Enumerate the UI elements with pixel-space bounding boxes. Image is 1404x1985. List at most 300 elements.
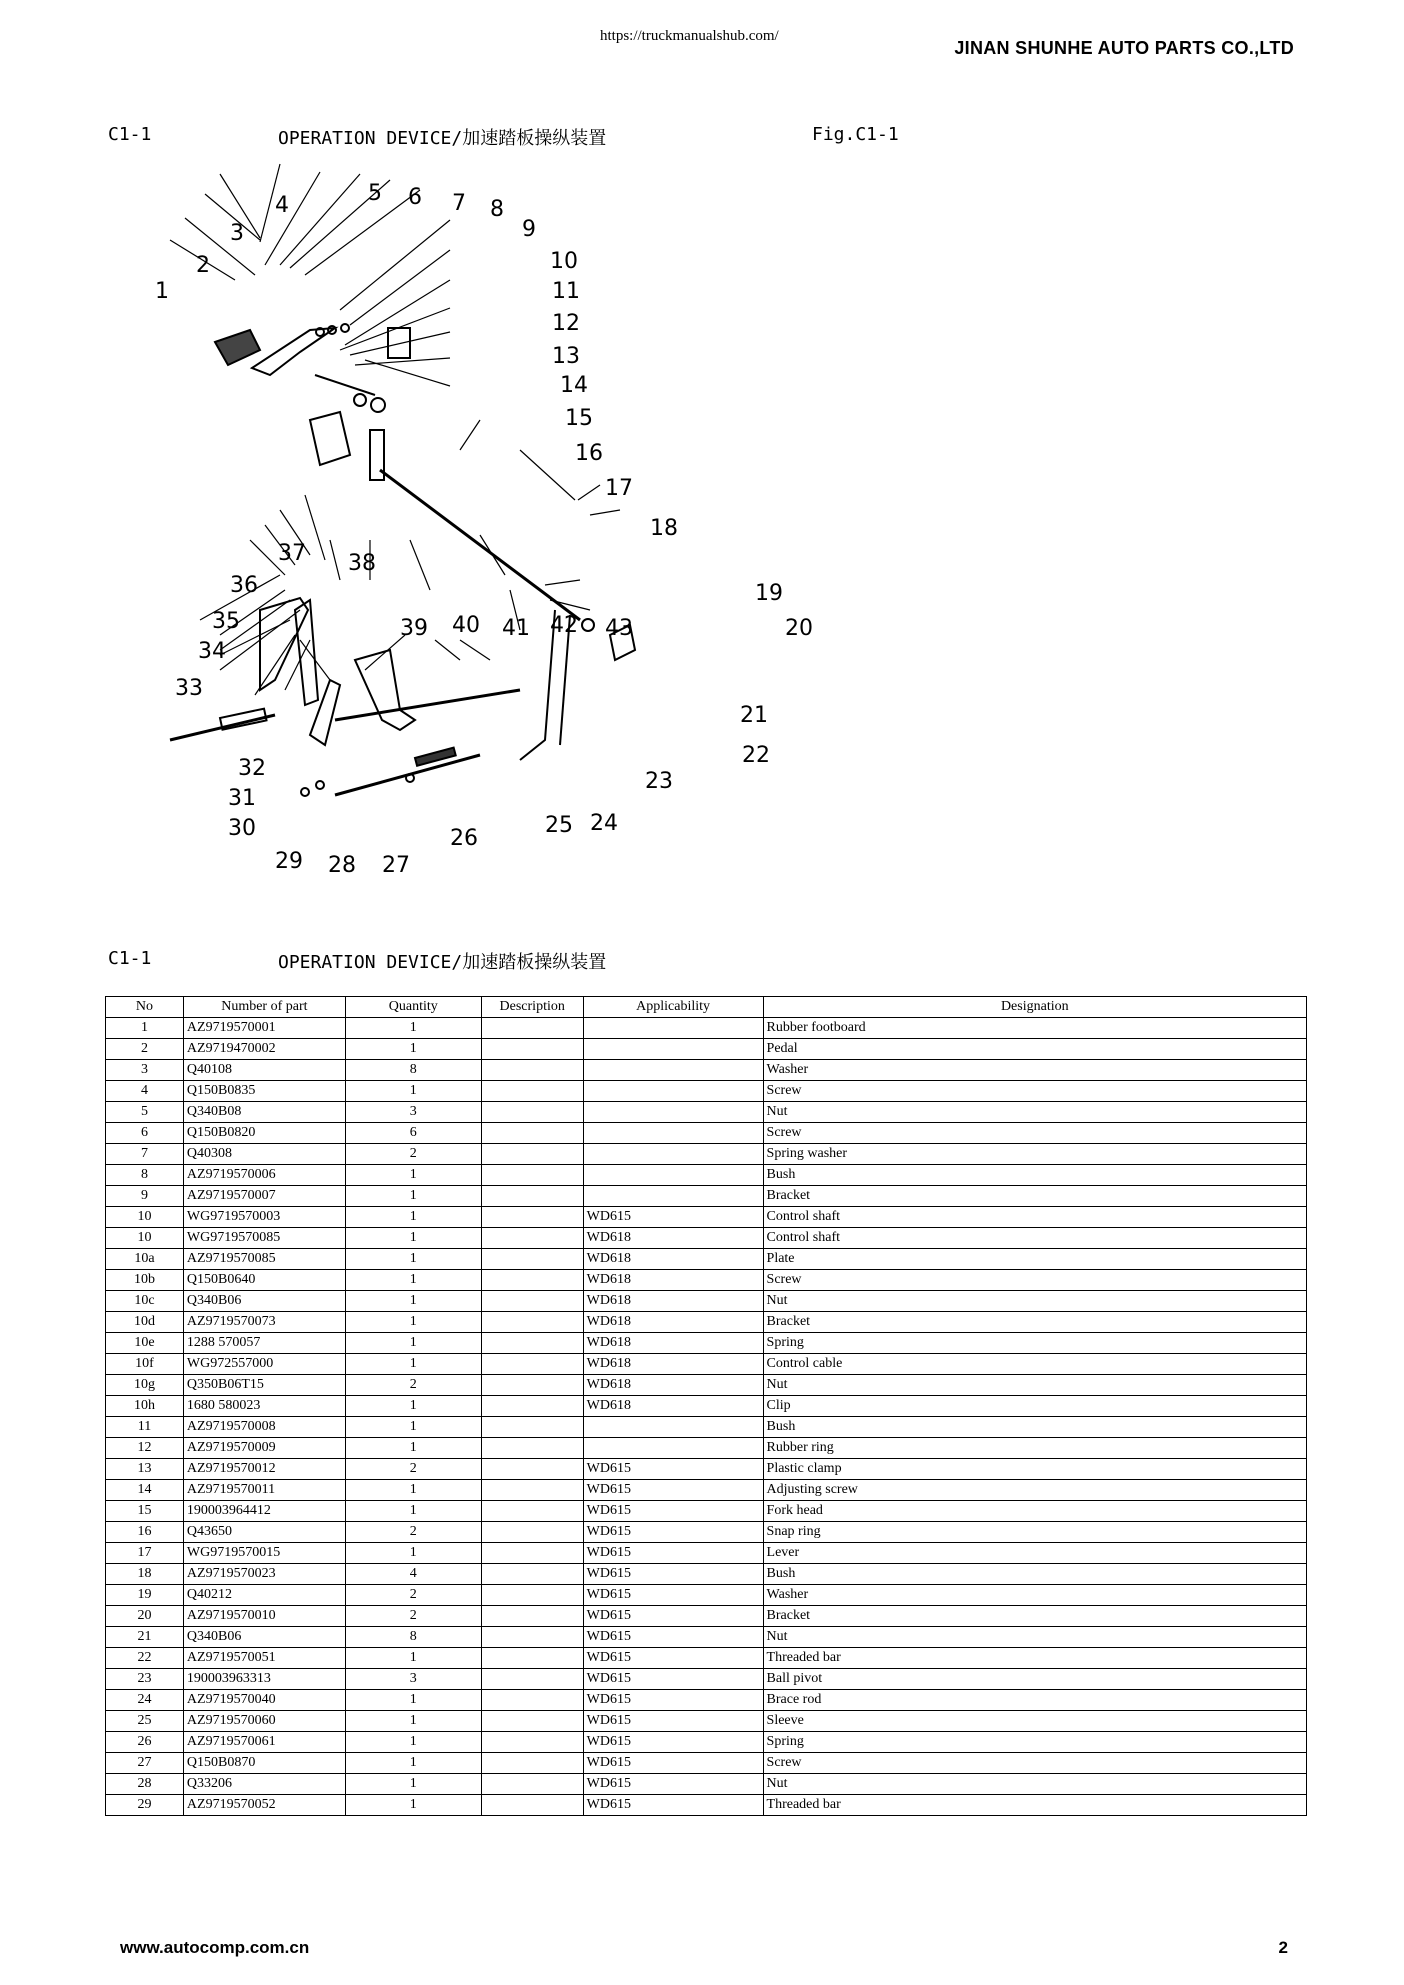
cell-designation: Threaded bar: [763, 1795, 1306, 1816]
cell-description: [481, 1564, 583, 1585]
cell-designation: Nut: [763, 1774, 1306, 1795]
cell-quantity: 1: [345, 1228, 481, 1249]
cell-applicability: WD615: [583, 1585, 763, 1606]
cell-quantity: 1: [345, 1732, 481, 1753]
cell-part-number: Q33206: [183, 1774, 345, 1795]
header-description: Description: [481, 997, 583, 1018]
cell-no: 10h: [106, 1396, 184, 1417]
cell-quantity: 1: [345, 1774, 481, 1795]
callout-14: 14: [560, 373, 588, 398]
cell-part-number: Q350B06T15: [183, 1375, 345, 1396]
cell-no: 18: [106, 1564, 184, 1585]
callout-35: 35: [212, 609, 240, 634]
cell-part-number: WG9719570003: [183, 1207, 345, 1228]
cell-applicability: WD618: [583, 1354, 763, 1375]
section-code: C1-1: [108, 948, 152, 969]
footer-website: www.autocomp.com.cn: [120, 1938, 310, 1957]
callout-19: 19: [755, 581, 783, 606]
cell-no: 10c: [106, 1291, 184, 1312]
callout-21: 21: [740, 703, 768, 728]
cell-description: [481, 1480, 583, 1501]
table-row: [106, 1333, 1307, 1354]
cell-no: 26: [106, 1732, 184, 1753]
company-name: JINAN SHUNHE AUTO PARTS CO.,LTD: [954, 38, 1294, 58]
callout-2: 2: [196, 253, 210, 278]
callout-34: 34: [198, 639, 226, 664]
exploded-parts-diagram: [155, 180, 840, 900]
cell-no: 7: [106, 1144, 184, 1165]
cell-part-number: Q150B0870: [183, 1753, 345, 1774]
table-row: [106, 1711, 1307, 1732]
cell-no: 6: [106, 1123, 184, 1144]
cell-applicability: WD615: [583, 1501, 763, 1522]
cell-quantity: 2: [345, 1144, 481, 1165]
table-row: [106, 1228, 1307, 1249]
cell-description: [481, 1627, 583, 1648]
cell-applicability: [583, 1039, 763, 1060]
page-number: 2: [1278, 1938, 1288, 1957]
cell-part-number: WG9719570015: [183, 1543, 345, 1564]
cell-quantity: 2: [345, 1375, 481, 1396]
cell-part-number: AZ9719570085: [183, 1249, 345, 1270]
diagram-callout-labels: [155, 181, 813, 878]
cell-quantity: 2: [345, 1585, 481, 1606]
table-row: [106, 1165, 1307, 1186]
cell-applicability: WD618: [583, 1333, 763, 1354]
bush-18-part: [582, 619, 594, 631]
cell-description: [481, 1795, 583, 1816]
table-row: [106, 1522, 1307, 1543]
cell-description: [481, 1312, 583, 1333]
table-row: [106, 1543, 1307, 1564]
table-header-row: [106, 997, 1307, 1018]
cell-applicability: WD615: [583, 1564, 763, 1585]
table-row: [106, 1417, 1307, 1438]
cell-no: 15: [106, 1501, 184, 1522]
cell-description: [481, 1081, 583, 1102]
cell-part-number: Q150B0820: [183, 1123, 345, 1144]
cell-quantity: 4: [345, 1564, 481, 1585]
cell-part-number: AZ9719570011: [183, 1480, 345, 1501]
callout-15: 15: [565, 406, 593, 431]
plate-part: [310, 412, 350, 465]
callout-36: 36: [230, 573, 258, 598]
cell-description: [481, 1606, 583, 1627]
table-row: [106, 1564, 1307, 1585]
cell-no: 20: [106, 1606, 184, 1627]
cell-designation: Spring washer: [763, 1144, 1306, 1165]
cell-no: 13: [106, 1459, 184, 1480]
table-row: [106, 1501, 1307, 1522]
callout-32: 32: [238, 756, 266, 781]
bracket-38-part: [295, 600, 318, 705]
control-shaft-part: [315, 375, 375, 395]
parts-table-body: [106, 1018, 1307, 1816]
cell-no: 25: [106, 1711, 184, 1732]
cell-quantity: 1: [345, 1795, 481, 1816]
cell-part-number: AZ9719570040: [183, 1690, 345, 1711]
cell-part-number: Q43650: [183, 1522, 345, 1543]
cell-no: 8: [106, 1165, 184, 1186]
cell-designation: Plate: [763, 1249, 1306, 1270]
cell-designation: Rubber footboard: [763, 1018, 1306, 1039]
cell-applicability: WD615: [583, 1648, 763, 1669]
header-applicability: Applicability: [583, 997, 763, 1018]
cell-applicability: WD615: [583, 1711, 763, 1732]
cell-part-number: WG9719570085: [183, 1228, 345, 1249]
cell-quantity: 1: [345, 1207, 481, 1228]
cell-quantity: 1: [345, 1396, 481, 1417]
callout-6: 6: [408, 185, 422, 210]
cell-part-number: AZ9719570012: [183, 1459, 345, 1480]
cell-description: [481, 1459, 583, 1480]
callout-9: 9: [522, 217, 536, 242]
cell-part-number: Q340B06: [183, 1627, 345, 1648]
cell-quantity: 1: [345, 1186, 481, 1207]
table-row: [106, 1291, 1307, 1312]
cell-designation: Threaded bar: [763, 1648, 1306, 1669]
cell-designation: Sleeve: [763, 1711, 1306, 1732]
cell-part-number: Q40212: [183, 1585, 345, 1606]
cell-designation: Nut: [763, 1291, 1306, 1312]
nut-28-part: [316, 781, 324, 789]
callout-8: 8: [490, 197, 504, 222]
table-row: [106, 1207, 1307, 1228]
callout-25: 25: [545, 813, 573, 838]
cell-description: [481, 1690, 583, 1711]
cell-part-number: Q150B0640: [183, 1270, 345, 1291]
table-row: [106, 1669, 1307, 1690]
cell-part-number: 190003964412: [183, 1501, 345, 1522]
cell-part-number: AZ9719570051: [183, 1648, 345, 1669]
threaded-bar-22-part: [335, 690, 520, 720]
cell-applicability: WD615: [583, 1207, 763, 1228]
table-row: [106, 1753, 1307, 1774]
cell-description: [481, 1732, 583, 1753]
cell-designation: Bush: [763, 1165, 1306, 1186]
cell-part-number: 1288 570057: [183, 1333, 345, 1354]
cell-description: [481, 1417, 583, 1438]
cell-part-number: AZ9719570006: [183, 1165, 345, 1186]
cell-applicability: WD618: [583, 1291, 763, 1312]
cell-applicability: [583, 1438, 763, 1459]
cell-designation: Screw: [763, 1753, 1306, 1774]
callout-17: 17: [605, 476, 633, 501]
parts-table: [105, 996, 1307, 1816]
cell-no: 10d: [106, 1312, 184, 1333]
cell-applicability: [583, 1123, 763, 1144]
cell-applicability: WD618: [583, 1270, 763, 1291]
cell-designation: Washer: [763, 1585, 1306, 1606]
cell-applicability: WD615: [583, 1480, 763, 1501]
cell-designation: Rubber ring: [763, 1438, 1306, 1459]
table-row: [106, 1354, 1307, 1375]
cell-designation: Adjusting screw: [763, 1480, 1306, 1501]
cell-designation: Bracket: [763, 1606, 1306, 1627]
cell-quantity: 1: [345, 1333, 481, 1354]
cell-description: [481, 1207, 583, 1228]
cell-description: [481, 1669, 583, 1690]
cell-applicability: WD615: [583, 1732, 763, 1753]
cell-description: [481, 1102, 583, 1123]
table-row: [106, 1774, 1307, 1795]
cell-no: 27: [106, 1753, 184, 1774]
cell-part-number: AZ9719570023: [183, 1564, 345, 1585]
callout-16: 16: [575, 441, 603, 466]
section-code: C1-1: [108, 124, 152, 145]
callout-30: 30: [228, 816, 256, 841]
table-row: [106, 1312, 1307, 1333]
cell-no: 5: [106, 1102, 184, 1123]
cell-description: [481, 1270, 583, 1291]
cell-quantity: 1: [345, 1354, 481, 1375]
header-url: https://truckmanualshub.com/: [600, 28, 779, 44]
cell-description: [481, 1018, 583, 1039]
callout-43: 43: [605, 616, 633, 641]
cell-quantity: 1: [345, 1165, 481, 1186]
cell-part-number: AZ9719570073: [183, 1312, 345, 1333]
cell-applicability: WD615: [583, 1753, 763, 1774]
cell-part-number: AZ9719470002: [183, 1039, 345, 1060]
cell-applicability: [583, 1060, 763, 1081]
cell-part-number: Q40108: [183, 1060, 345, 1081]
cell-part-number: AZ9719570061: [183, 1732, 345, 1753]
table-row: [106, 1018, 1307, 1039]
cell-no: 10g: [106, 1375, 184, 1396]
cell-quantity: 2: [345, 1459, 481, 1480]
cell-description: [481, 1228, 583, 1249]
cell-applicability: WD615: [583, 1774, 763, 1795]
cell-part-number: WG972557000: [183, 1354, 345, 1375]
callout-37: 37: [278, 541, 306, 566]
cell-designation: Bracket: [763, 1186, 1306, 1207]
cell-designation: Control cable: [763, 1354, 1306, 1375]
cell-quantity: 1: [345, 1480, 481, 1501]
cell-no: 21: [106, 1627, 184, 1648]
cell-description: [481, 1039, 583, 1060]
cell-description: [481, 1753, 583, 1774]
callout-10: 10: [550, 249, 578, 274]
cell-designation: Plastic clamp: [763, 1459, 1306, 1480]
cell-part-number: Q340B08: [183, 1102, 345, 1123]
cell-designation: Screw: [763, 1081, 1306, 1102]
callout-7: 7: [452, 191, 466, 216]
cell-description: [481, 1396, 583, 1417]
cell-quantity: 2: [345, 1606, 481, 1627]
cell-no: 23: [106, 1669, 184, 1690]
header-part-number: Number of part: [183, 997, 345, 1018]
cell-designation: Screw: [763, 1270, 1306, 1291]
rubber-ring-part: [371, 398, 385, 412]
callout-12: 12: [552, 311, 580, 336]
cell-quantity: 1: [345, 1039, 481, 1060]
cell-no: 19: [106, 1585, 184, 1606]
cell-description: [481, 1522, 583, 1543]
cell-designation: Clip: [763, 1396, 1306, 1417]
callout-31: 31: [228, 786, 256, 811]
table-row: [106, 1144, 1307, 1165]
cell-applicability: WD618: [583, 1228, 763, 1249]
cell-description: [481, 1144, 583, 1165]
cell-quantity: 1: [345, 1438, 481, 1459]
cell-quantity: 8: [345, 1060, 481, 1081]
cell-description: [481, 1774, 583, 1795]
table-row: [106, 1795, 1307, 1816]
cell-description: [481, 1249, 583, 1270]
callout-42: 42: [550, 613, 578, 638]
table-row: [106, 1648, 1307, 1669]
cell-designation: Bracket: [763, 1312, 1306, 1333]
cell-part-number: 1680 580023: [183, 1396, 345, 1417]
cell-quantity: 1: [345, 1501, 481, 1522]
cell-designation: Washer: [763, 1060, 1306, 1081]
callout-28: 28: [328, 853, 356, 878]
cell-applicability: WD618: [583, 1396, 763, 1417]
callout-11: 11: [552, 279, 580, 304]
callout-1: 1: [155, 279, 169, 304]
cell-designation: Control shaft: [763, 1228, 1306, 1249]
table-row: [106, 1396, 1307, 1417]
cell-quantity: 1: [345, 1753, 481, 1774]
cell-description: [481, 1186, 583, 1207]
cell-designation: Snap ring: [763, 1522, 1306, 1543]
callout-38: 38: [348, 551, 376, 576]
callout-5: 5: [368, 181, 382, 206]
bracket-40-part: [355, 650, 415, 730]
cell-description: [481, 1501, 583, 1522]
cell-applicability: WD618: [583, 1375, 763, 1396]
cell-applicability: WD618: [583, 1312, 763, 1333]
cell-applicability: WD615: [583, 1459, 763, 1480]
callout-4: 4: [275, 193, 289, 218]
cell-quantity: 1: [345, 1081, 481, 1102]
cell-part-number: AZ9719570010: [183, 1606, 345, 1627]
table-row: [106, 1039, 1307, 1060]
cell-description: [481, 1333, 583, 1354]
cell-description: [481, 1543, 583, 1564]
table-row: [106, 1375, 1307, 1396]
cell-no: 4: [106, 1081, 184, 1102]
cell-quantity: 1: [345, 1249, 481, 1270]
cell-applicability: [583, 1417, 763, 1438]
footboard-part: [215, 330, 260, 365]
table-row: [106, 1060, 1307, 1081]
cell-no: 10f: [106, 1354, 184, 1375]
cell-description: [481, 1375, 583, 1396]
callout-24: 24: [590, 811, 618, 836]
cell-part-number: Q150B0835: [183, 1081, 345, 1102]
cell-designation: Brace rod: [763, 1690, 1306, 1711]
callout-40: 40: [452, 613, 480, 638]
cell-quantity: 3: [345, 1669, 481, 1690]
cell-designation: Bush: [763, 1564, 1306, 1585]
cell-no: 17: [106, 1543, 184, 1564]
cell-designation: Spring: [763, 1732, 1306, 1753]
cell-designation: Nut: [763, 1102, 1306, 1123]
cell-no: 14: [106, 1480, 184, 1501]
table-row: [106, 1459, 1307, 1480]
cell-description: [481, 1585, 583, 1606]
cell-no: 16: [106, 1522, 184, 1543]
callout-29: 29: [275, 849, 303, 874]
callout-41: 41: [502, 616, 530, 641]
lever-part: [380, 470, 580, 620]
cell-applicability: WD615: [583, 1669, 763, 1690]
cell-quantity: 6: [345, 1123, 481, 1144]
cell-part-number: AZ9719570007: [183, 1186, 345, 1207]
callout-39: 39: [400, 616, 428, 641]
cell-designation: Bush: [763, 1417, 1306, 1438]
figure-label: Fig.C1-1: [812, 124, 899, 145]
cell-applicability: WD615: [583, 1795, 763, 1816]
cell-applicability: [583, 1165, 763, 1186]
header-designation: Designation: [763, 997, 1306, 1018]
cell-quantity: 1: [345, 1711, 481, 1732]
bracket-part: [388, 328, 410, 358]
table-row: [106, 1480, 1307, 1501]
cell-applicability: WD615: [583, 1690, 763, 1711]
header-no: No: [106, 997, 184, 1018]
cell-part-number: AZ9719570052: [183, 1795, 345, 1816]
cell-description: [481, 1711, 583, 1732]
table-row: [106, 1438, 1307, 1459]
cell-no: 28: [106, 1774, 184, 1795]
cell-description: [481, 1291, 583, 1312]
table-row: [106, 1270, 1307, 1291]
table-row: [106, 1627, 1307, 1648]
table-row: [106, 1585, 1307, 1606]
cell-description: [481, 1438, 583, 1459]
cell-quantity: 1: [345, 1312, 481, 1333]
cell-no: 22: [106, 1648, 184, 1669]
cell-quantity: 1: [345, 1690, 481, 1711]
cell-no: 24: [106, 1690, 184, 1711]
cell-no: 3: [106, 1060, 184, 1081]
cell-part-number: AZ9719570001: [183, 1018, 345, 1039]
table-row: [106, 1123, 1307, 1144]
cell-quantity: 3: [345, 1102, 481, 1123]
cell-quantity: 1: [345, 1417, 481, 1438]
cell-quantity: 2: [345, 1522, 481, 1543]
table-row: [106, 1732, 1307, 1753]
cell-part-number: Q340B06: [183, 1291, 345, 1312]
cell-designation: Nut: [763, 1627, 1306, 1648]
callout-27: 27: [382, 853, 410, 878]
cell-applicability: [583, 1018, 763, 1039]
cell-description: [481, 1123, 583, 1144]
cell-applicability: WD615: [583, 1606, 763, 1627]
cell-applicability: [583, 1102, 763, 1123]
cell-description: [481, 1648, 583, 1669]
cell-no: 2: [106, 1039, 184, 1060]
table-row: [106, 1606, 1307, 1627]
table-row: [106, 1102, 1307, 1123]
cell-applicability: WD615: [583, 1522, 763, 1543]
table-row: [106, 1081, 1307, 1102]
cell-quantity: 1: [345, 1270, 481, 1291]
cell-no: 10a: [106, 1249, 184, 1270]
cell-quantity: 1: [345, 1543, 481, 1564]
cell-designation: Screw: [763, 1123, 1306, 1144]
cell-designation: Ball pivot: [763, 1669, 1306, 1690]
cell-designation: Pedal: [763, 1039, 1306, 1060]
cell-part-number: 190003963313: [183, 1669, 345, 1690]
callout-22: 22: [742, 743, 770, 768]
cell-applicability: [583, 1081, 763, 1102]
callout-33: 33: [175, 676, 203, 701]
cell-no: 9: [106, 1186, 184, 1207]
cell-no: 12: [106, 1438, 184, 1459]
